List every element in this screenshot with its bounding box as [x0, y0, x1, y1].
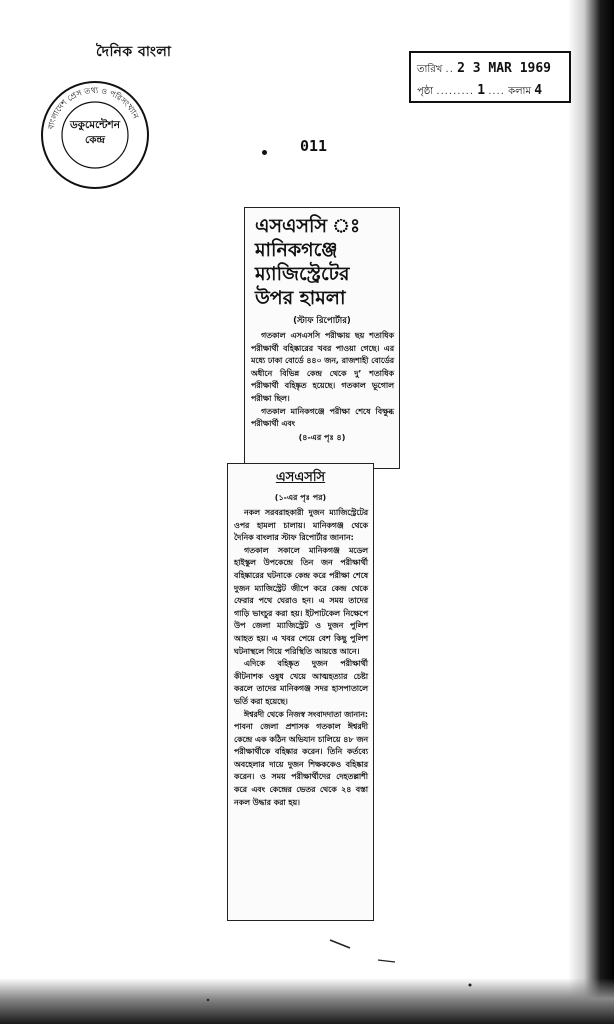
paragraph-5: এদিকে বহিষ্কৃত দুজন পরীক্ষার্থী কীটনাশক ওষুধ খেয়ে আত্মহত্যার চেষ্টা করলে তাদের মানিকগঞ্জ সদর হাসপাতালে ভর্তি করা হয়েছে।	[234, 659, 368, 706]
paragraph-4: গতকাল সকালে মানিকগঞ্জ মডেল হাইস্কুল উপকেন্দ্রে তিন জন পরীক্ষার্থী বহিষ্কারের ঘটনাকে কেন্দ্র করে পরীক্ষা শেষে দুজন ম্যাজিস্ট্রেট জীপে করে কেন্দ্র থেকে ফেরার পথে ঘেরাও হন। এ সময় তাদের গাড়ি ভাংচুর করা হয়। ইটপাটকেল নিক্ষেপে উপ জেলা ম্যাজিস্ট্রেট ও দুজন পুলিশ আহত হয়। এ খবর পেয়ে বেশ কিছু পুলিশ ঘটনাস্থলে গিয়ে পরিস্থিতি আয়ত্তে আনে।	[234, 545, 368, 656]
continuation-head: এসএসসি	[275, 470, 326, 485]
headline-line-3: ম্যাজিস্ট্রেটের	[255, 263, 350, 285]
continued-marker: (৪-এর পৃঃ ৪)	[298, 432, 346, 442]
column-label: কলাম	[508, 86, 532, 97]
newspaper-name: দৈনিক বাংলা	[96, 44, 172, 60]
article-byline: (স্টাফ রিপোর্টার)	[293, 316, 351, 326]
column-value: 4	[534, 83, 543, 98]
paragraph-1: গতকাল এসএসসি পরীক্ষায় ছয় শতাধিক পরীক্ষার্থী বহিষ্কারের খবর পাওয়া গেছে। এর মধ্যে ঢাকা বোর্ডে ৪৪০ জন, রাজশাহী বোর্ডের অধীনে বিভিন্ন কেন্দ্র থেকে দু’ শতাধিক পরীক্ষার্থী বহিষ্কৃত হয়েছে। গতকাল ভূগোল পরীক্ষা ছিল।	[251, 331, 394, 403]
seal-line-1: ডকুমেন্টেশন	[69, 119, 121, 131]
seal-ring-text: বাংলাদেশ প্রেস তথ্য ও পরিসংখ্যান	[46, 85, 141, 131]
seal-line-2: কেন্দ্র	[84, 134, 106, 146]
date-stamp: তারিখ .. 2 3 MAR 1969 পৃষ্ঠা ......... 1 .... কলাম 4	[409, 51, 571, 103]
headline-line-1: এসএসসি ঃ	[255, 215, 361, 237]
page-label: পৃষ্ঠা	[417, 86, 434, 97]
folio-number: 011	[300, 137, 328, 155]
paragraph-2: গতকাল মানিকগঞ্জে পরীক্ষা শেষে বিক্ষুব্ধ পরীক্ষার্থী এবং	[251, 406, 394, 429]
paragraph-6: ঈশ্বরদী থেকে নিজস্ব সংবাদদাতা জানান: পাবনা জেলা প্রশাসক গতকাল ঈশ্বরদী কেন্দ্রে এক কঠিন অভিযান চালিয়ে ৪৮ জন পরীক্ষার্থীকে বহিষ্কার করেন। তিনি কর্তব্যে অবহেলার দায়ে দুজন শিক্ষককেও বহিষ্কার করেন। ও সময় পরীক্ষার্থীদের দেহতল্লাশী করে এবং কেন্দ্রের ভেতর থেকে ২৪ বস্তা নকল উদ্ধার করা হয়।	[234, 709, 369, 807]
headline-line-4: উপর হামলা	[255, 287, 346, 309]
continuation-byline: (১-এর পৃঃ পর)	[274, 493, 327, 502]
date-label: তারিখ	[417, 64, 443, 75]
date-value: 2 3 MAR 1969	[457, 61, 551, 76]
paragraph-3: নকল সরবরাহকারী দুজন ম্যাজিস্ট্রেটের ওপর হামলা চালায়। মানিকগঞ্জ থেকে দৈনিক বাংলার স্টাফ রিপোর্টার জানান:	[234, 508, 368, 543]
page-value: 1	[477, 83, 486, 98]
headline-line-2: মানিকগঞ্জে	[255, 239, 338, 261]
